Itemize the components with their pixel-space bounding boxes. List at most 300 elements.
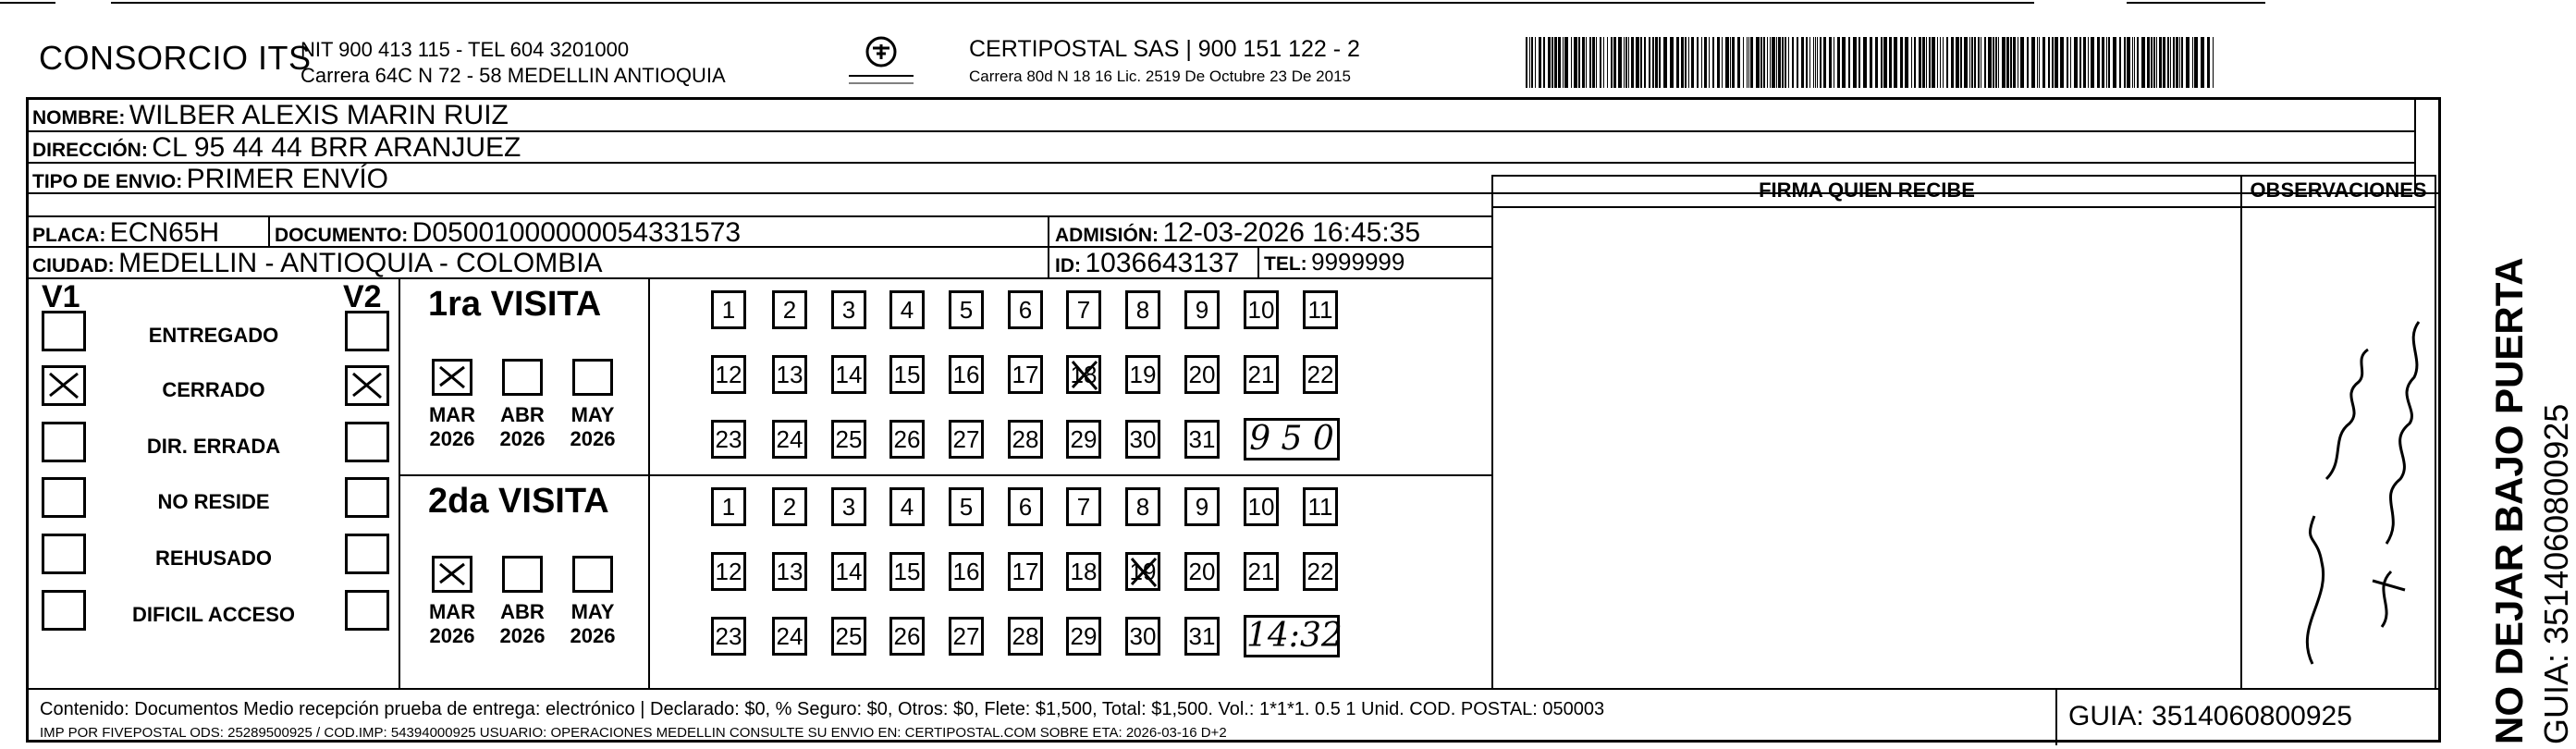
barcode-bar <box>1539 37 1541 88</box>
day-box-5[interactable]: 5 <box>949 290 984 329</box>
contents-line: Contenido: Documentos Medio recepción prueba de entrega: electrónico | Declarado: $0, % Seguro: $0, Otros: $0, Flete: $1,500, Total: $1,500. Vol.: 1*1*1. 0.5 1 Unid. COD. POSTAL: 050003 <box>40 699 1605 719</box>
day-box-3[interactable]: 3 <box>831 290 866 329</box>
barcode-bar <box>1717 37 1720 88</box>
barcode-bar <box>1704 37 1707 88</box>
barcode-bar <box>1801 37 1804 88</box>
barcode-bar <box>1571 37 1572 88</box>
top-edge-line <box>111 2 2034 4</box>
printing-info-line: IMP POR FIVEPOSTAL ODS: 25289500925 / COD.IMP: 54394000925 USUARIO: OPERACIONES MEDELLIN CONSULTE SU ENVIO EN: CERTIPOSTAL.COM SOBRE ETA: 2026-03-16 D+2 <box>40 725 1227 741</box>
document-label: DOCUMENTO: <box>275 225 409 246</box>
barcode-bar <box>1543 37 1545 88</box>
barcode-bar <box>1792 37 1794 88</box>
day-box-14[interactable]: 14 <box>831 355 866 394</box>
month-checkbox[interactable] <box>502 359 543 396</box>
day-box-31[interactable]: 31 <box>1184 617 1220 656</box>
barcode-bar <box>1875 37 1878 88</box>
barcode-bar <box>1943 37 1944 88</box>
address-label: DIRECCIÓN: <box>32 140 148 161</box>
status-checkbox-v2[interactable] <box>345 534 389 574</box>
day-box-25[interactable]: 25 <box>831 420 866 459</box>
no-under-door-warning: NO DEJAR BAJO PUERTA <box>2487 257 2531 744</box>
day-box-10[interactable]: 10 <box>1244 487 1279 526</box>
day-box-9[interactable]: 9 <box>1184 487 1220 526</box>
day-box-22[interactable]: 22 <box>1303 552 1338 591</box>
day-box-4[interactable]: 4 <box>889 290 925 329</box>
day-box-16[interactable]: 16 <box>949 552 984 591</box>
barcode-bar <box>1558 37 1561 88</box>
barcode-bar <box>2141 37 2145 88</box>
barcode-bar <box>1974 37 1976 88</box>
barcode-bar <box>1984 37 1986 88</box>
barcode-bar <box>1788 37 1789 88</box>
barcode-bar <box>2159 37 2162 88</box>
day-box-1[interactable]: 1 <box>711 487 746 526</box>
status-label: ENTREGADO <box>148 324 279 347</box>
month-label <box>493 403 552 451</box>
day-box-15[interactable]: 15 <box>889 552 925 591</box>
barcode-bar <box>1670 37 1674 88</box>
month-year: 2026 <box>499 427 546 450</box>
barcode-bar <box>2070 37 2071 88</box>
day-box-31[interactable]: 31 <box>1184 420 1220 459</box>
barcode-bar <box>1978 37 1980 88</box>
name-value: WILBER ALEXIS MARIN RUIZ <box>129 100 509 130</box>
month-checkbox[interactable] <box>572 556 613 593</box>
barcode-bar <box>2006 37 2009 88</box>
admission-field <box>1055 217 1420 249</box>
day-box-18[interactable]: 18 <box>1066 552 1101 591</box>
barcode-bar <box>1628 37 1629 88</box>
barcode-bar <box>1659 37 1661 88</box>
barcode-bar <box>2002 37 2006 88</box>
id-value: 1036643137 <box>1085 248 1240 278</box>
day-box-26[interactable]: 26 <box>889 420 925 459</box>
shipment-type-value: PRIMER ENVÍO <box>186 164 389 194</box>
day-box-27[interactable]: 27 <box>949 617 984 656</box>
barcode-bar <box>1817 37 1818 88</box>
v2-header: V2 <box>343 279 382 314</box>
day-box-18[interactable]: 18 <box>1066 355 1101 394</box>
barcode-bar <box>1858 37 1860 88</box>
barcode-bar <box>1785 37 1786 88</box>
barcode-bar <box>1937 37 1938 88</box>
barcode-bar <box>1929 37 1931 88</box>
month-label <box>563 403 622 451</box>
barcode-bar <box>1548 37 1551 88</box>
barcode-bar <box>1681 37 1684 88</box>
barcode-bar <box>2167 37 2169 88</box>
barcode-bar <box>1631 37 1634 88</box>
month-checkbox[interactable] <box>432 556 472 593</box>
barcode-bar <box>1613 37 1616 88</box>
day-box-5[interactable]: 5 <box>949 487 984 526</box>
barcode-bar <box>2170 37 2171 88</box>
month-year: 2026 <box>499 624 546 647</box>
month-checkbox[interactable] <box>432 359 472 396</box>
barcode-bar <box>1625 37 1627 88</box>
day-box-29[interactable]: 29 <box>1066 420 1101 459</box>
barcode-bar <box>2124 37 2126 88</box>
barcode-bar <box>2060 37 2064 88</box>
status-checkbox-v2[interactable] <box>345 365 389 406</box>
barcode-bar <box>1529 37 1530 88</box>
day-box-24[interactable]: 24 <box>772 617 807 656</box>
delivery-form <box>26 97 2441 743</box>
day-box-14[interactable]: 14 <box>831 552 866 591</box>
barcode-bar <box>1535 37 1536 88</box>
day-box-1[interactable]: 1 <box>711 290 746 329</box>
day-box-17[interactable]: 17 <box>1008 552 1043 591</box>
admission-value: 12-03-2026 16:45:35 <box>1162 217 1421 248</box>
courier-name: CERTIPOSTAL SAS | 900 151 122 - 2 <box>969 36 1360 62</box>
month-year: 2026 <box>429 624 475 647</box>
barcode-bar <box>2088 37 2089 88</box>
barcode-bar <box>1732 37 1735 88</box>
barcode-bar <box>1911 37 1912 88</box>
shipment-type-row <box>32 164 388 195</box>
day-box-26[interactable]: 26 <box>889 617 925 656</box>
barcode-bar <box>1655 37 1658 88</box>
courier-info <box>969 35 1360 91</box>
day-box-6[interactable]: 6 <box>1008 487 1043 526</box>
barcode-bar <box>1624 37 1625 88</box>
barcode-bar <box>2027 37 2029 88</box>
barcode-bar <box>1778 37 1781 88</box>
side-label <box>2487 257 2532 744</box>
top-edge-line <box>2127 2 2265 4</box>
barcode-bar <box>2031 37 2035 88</box>
status-checkbox-v1[interactable] <box>42 311 86 351</box>
barcode-bar <box>1782 37 1784 88</box>
barcode-bar <box>1652 37 1654 88</box>
barcode-bar <box>1564 37 1568 88</box>
barcode-bar <box>1820 37 1822 88</box>
barcode-bar <box>1760 37 1762 88</box>
day-box-30[interactable]: 30 <box>1125 617 1160 656</box>
address-row <box>32 132 521 164</box>
status-label: CERRADO <box>162 378 265 401</box>
barcode-bar <box>2134 37 2135 88</box>
barcode-bar <box>1607 37 1608 88</box>
day-box-7[interactable]: 7 <box>1066 487 1101 526</box>
shipment-type-label: TIPO DE ENVIO: <box>32 171 183 192</box>
barcode-bar <box>2067 37 2068 88</box>
day-box-12[interactable]: 12 <box>711 552 746 591</box>
company-nit: NIT 900 413 115 - TEL 604 3201000 <box>301 38 630 61</box>
barcode-bar <box>2194 37 2198 88</box>
certipostal-logo <box>840 33 923 91</box>
barcode-bar <box>1701 37 1702 88</box>
barcode-bar <box>1969 37 1970 88</box>
day-box-9[interactable]: 9 <box>1184 290 1220 329</box>
day-box-27[interactable]: 27 <box>949 420 984 459</box>
barcode-bar <box>2108 37 2110 88</box>
barcode-bar <box>2039 37 2040 88</box>
address-value: CL 95 44 44 BRR ARANJUEZ <box>152 132 521 163</box>
month-label <box>493 600 552 648</box>
document-value: D05001000000054331573 <box>411 217 742 248</box>
month-name: MAR <box>428 600 476 623</box>
day-box-11[interactable]: 11 <box>1303 290 1338 329</box>
barcode-bar <box>1946 37 1948 88</box>
day-box-11[interactable]: 11 <box>1303 487 1338 526</box>
day-box-10[interactable]: 10 <box>1244 290 1279 329</box>
barcode-bar <box>1919 37 1921 88</box>
barcode-bar <box>1964 37 1968 88</box>
status-checkbox-v2[interactable] <box>345 477 389 518</box>
barcode-bar <box>1829 37 1832 88</box>
barcode-bar <box>1837 37 1840 88</box>
barcode-bar <box>2020 37 2024 88</box>
day-box-23[interactable]: 23 <box>711 420 746 459</box>
barcode <box>1526 37 2219 88</box>
barcode-bar <box>1776 37 1777 88</box>
barcode-bar <box>2113 37 2116 88</box>
barcode-bar <box>2192 37 2193 88</box>
barcode-bar <box>1797 37 1798 88</box>
day-box-17[interactable]: 17 <box>1008 355 1043 394</box>
barcode-bar <box>1574 37 1577 88</box>
barcode-bar <box>1578 37 1580 88</box>
barcode-bar <box>2042 37 2045 88</box>
barcode-bar <box>1894 37 1897 88</box>
barcode-bar <box>1853 37 1857 88</box>
barcode-bar <box>1722 37 1723 88</box>
day-box-6[interactable]: 6 <box>1008 290 1043 329</box>
phone-label: TEL: <box>1264 253 1307 275</box>
status-checkbox-v1[interactable] <box>42 365 86 406</box>
day-box-21[interactable]: 21 <box>1244 355 1279 394</box>
plate-label: PLACA: <box>32 225 106 246</box>
barcode-bar <box>1756 37 1760 88</box>
barcode-bar <box>2132 37 2133 88</box>
tracking-number: GUIA: 3514060800925 <box>2068 701 2352 731</box>
barcode-bar <box>1709 37 1710 88</box>
barcode-bar <box>2127 37 2130 88</box>
status-label: NO RESIDE <box>157 490 270 513</box>
status-checkbox-v1[interactable] <box>42 590 86 631</box>
barcode-bar <box>1611 37 1613 88</box>
barcode-bar <box>1563 37 1564 88</box>
barcode-bar <box>2176 37 2178 88</box>
day-box-8[interactable]: 8 <box>1125 487 1160 526</box>
month-name: MAR <box>428 403 476 426</box>
day-box-12[interactable]: 12 <box>711 355 746 394</box>
barcode-bar <box>1842 37 1846 88</box>
barcode-bar <box>2156 37 2157 88</box>
v1-header: V1 <box>42 279 80 314</box>
day-box-15[interactable]: 15 <box>889 355 925 394</box>
barcode-bar <box>1526 37 1527 88</box>
id-label: ID: <box>1055 255 1081 276</box>
city-value: MEDELLIN - ANTIOQUIA - COLOMBIA <box>118 248 603 278</box>
status-label: DIFICIL ACCESO <box>131 603 295 626</box>
barcode-bar <box>2097 37 2100 88</box>
barcode-bar <box>2147 37 2150 88</box>
month-name: MAY <box>570 403 615 426</box>
barcode-bar <box>1725 37 1729 88</box>
barcode-bar <box>1881 37 1883 88</box>
barcode-bar <box>1730 37 1731 88</box>
barcode-bar <box>1582 37 1585 88</box>
barcode-bar <box>1951 37 1954 88</box>
barcode-bar <box>1940 37 1941 88</box>
day-box-16[interactable]: 16 <box>949 355 984 394</box>
month-name: ABR <box>500 403 545 426</box>
barcode-bar <box>1767 37 1768 88</box>
day-box-25[interactable]: 25 <box>831 617 866 656</box>
day-box-28[interactable]: 28 <box>1008 420 1043 459</box>
day-box-3[interactable]: 3 <box>831 487 866 526</box>
barcode-bar <box>1863 37 1867 88</box>
barcode-bar <box>1926 37 1927 88</box>
barcode-bar <box>1691 37 1694 88</box>
barcode-bar <box>1552 37 1553 88</box>
barcode-bar <box>1883 37 1887 88</box>
day-box-24[interactable]: 24 <box>772 420 807 459</box>
barcode-bar <box>2186 37 2190 88</box>
barcode-bar <box>1993 37 1994 88</box>
phone-field <box>1264 248 1405 276</box>
barcode-bar <box>1815 37 1816 88</box>
month-checkbox[interactable] <box>572 359 613 396</box>
barcode-bar <box>1688 37 1689 88</box>
barcode-bar <box>2173 37 2175 88</box>
month-year: 2026 <box>570 624 616 647</box>
barcode-bar <box>1618 37 1622 88</box>
barcode-bar <box>1772 37 1775 88</box>
visit-title: 2da VISITA <box>428 482 609 521</box>
plate-value: ECN65H <box>109 217 220 248</box>
barcode-bar <box>2207 37 2210 88</box>
barcode-bar <box>1743 37 1744 88</box>
barcode-bar <box>2013 37 2016 88</box>
month-checkbox[interactable] <box>502 556 543 593</box>
status-checkbox-v2[interactable] <box>345 311 389 351</box>
day-box-23[interactable]: 23 <box>711 617 746 656</box>
barcode-bar <box>1763 37 1765 88</box>
status-checkbox-v2[interactable] <box>345 422 389 462</box>
status-checkbox-v1[interactable] <box>42 422 86 462</box>
barcode-bar <box>2106 37 2107 88</box>
barcode-bar <box>2119 37 2121 88</box>
barcode-bar <box>1960 37 1962 88</box>
barcode-bar <box>1848 37 1850 88</box>
day-box-21[interactable]: 21 <box>1244 552 1279 591</box>
barcode-bar <box>1554 37 1557 88</box>
observations-column-header: OBSERVACIONES <box>2250 178 2427 202</box>
barcode-bar <box>2055 37 2058 88</box>
month-label <box>423 403 482 451</box>
day-box-13[interactable]: 13 <box>772 552 807 591</box>
barcode-bar <box>1823 37 1826 88</box>
status-checkbox-v2[interactable] <box>345 590 389 631</box>
month-year: 2026 <box>429 427 475 450</box>
barcode-bar <box>2163 37 2165 88</box>
recipient-name-row <box>32 100 509 131</box>
company-info <box>301 37 726 89</box>
barcode-bar <box>2074 37 2078 88</box>
barcode-bar <box>1636 37 1639 88</box>
barcode-bar <box>2083 37 2086 88</box>
barcode-bar <box>2052 37 2054 88</box>
day-box-20[interactable]: 20 <box>1184 355 1220 394</box>
barcode-bar <box>1596 37 1597 88</box>
barcode-bar <box>1750 37 1753 88</box>
courier-address: Carrera 80d N 18 16 Lic. 2519 De Octubre 23 De 2015 <box>969 68 1351 85</box>
day-box-29[interactable]: 29 <box>1066 617 1101 656</box>
barcode-bar <box>2201 37 2204 88</box>
barcode-bar <box>1956 37 1959 88</box>
barcode-bar <box>2153 37 2155 88</box>
day-box-4[interactable]: 4 <box>889 487 925 526</box>
day-box-7[interactable]: 7 <box>1066 290 1101 329</box>
status-checkbox-v1[interactable] <box>42 534 86 574</box>
barcode-bar <box>1806 37 1808 88</box>
barcode-bar <box>1676 37 1679 88</box>
handwritten-time: 14:32 <box>1244 615 1340 657</box>
city-field <box>32 248 603 279</box>
day-box-13[interactable]: 13 <box>772 355 807 394</box>
barcode-bar <box>2037 37 2038 88</box>
barcode-bar <box>1531 37 1533 88</box>
barcode-bar <box>1900 37 1903 88</box>
barcode-bar <box>2091 37 2094 88</box>
day-box-19[interactable]: 19 <box>1125 355 1160 394</box>
day-box-19[interactable]: 19 <box>1125 552 1160 591</box>
plate-field <box>32 217 219 249</box>
barcode-bar <box>2079 37 2081 88</box>
barcode-bar <box>1649 37 1650 88</box>
day-box-2[interactable]: 2 <box>772 290 807 329</box>
barcode-bar <box>1737 37 1740 88</box>
day-box-20[interactable]: 20 <box>1184 552 1220 591</box>
top-edge-line <box>0 2 55 4</box>
barcode-bar <box>2181 37 2183 88</box>
barcode-bar <box>1747 37 1748 88</box>
day-box-30[interactable]: 30 <box>1125 420 1160 459</box>
day-box-8[interactable]: 8 <box>1125 290 1160 329</box>
barcode-bar <box>1971 37 1973 88</box>
barcode-bar <box>1922 37 1925 88</box>
barcode-bar <box>1770 37 1771 88</box>
status-checkbox-v1[interactable] <box>42 477 86 518</box>
visit-title: 1ra VISITA <box>428 285 602 324</box>
city-label: CIUDAD: <box>32 255 115 276</box>
barcode-bar <box>1600 37 1601 88</box>
barcode-bar <box>1932 37 1935 88</box>
barcode-bar <box>1995 37 1997 88</box>
phone-value: 9999999 <box>1311 248 1405 276</box>
barcode-bar <box>1589 37 1591 88</box>
observation-handwriting <box>2275 239 2433 687</box>
barcode-bar <box>2010 37 2012 88</box>
company-address: Carrera 64C N 72 - 58 MEDELLIN ANTIOQUIA <box>301 64 726 87</box>
barcode-bar <box>1748 37 1749 88</box>
barcode-bar <box>1998 37 1999 88</box>
name-label: NOMBRE: <box>32 107 126 129</box>
status-label: DIR. ERRADA <box>146 435 281 458</box>
day-box-22[interactable]: 22 <box>1303 355 1338 394</box>
month-label <box>563 600 622 648</box>
id-field <box>1055 248 1239 279</box>
barcode-bar <box>1697 37 1699 88</box>
document-field <box>275 217 741 249</box>
day-box-28[interactable]: 28 <box>1008 617 1043 656</box>
day-box-2[interactable]: 2 <box>772 487 807 526</box>
barcode-bar <box>1905 37 1908 88</box>
admission-label: ADMISIÓN: <box>1055 225 1159 246</box>
